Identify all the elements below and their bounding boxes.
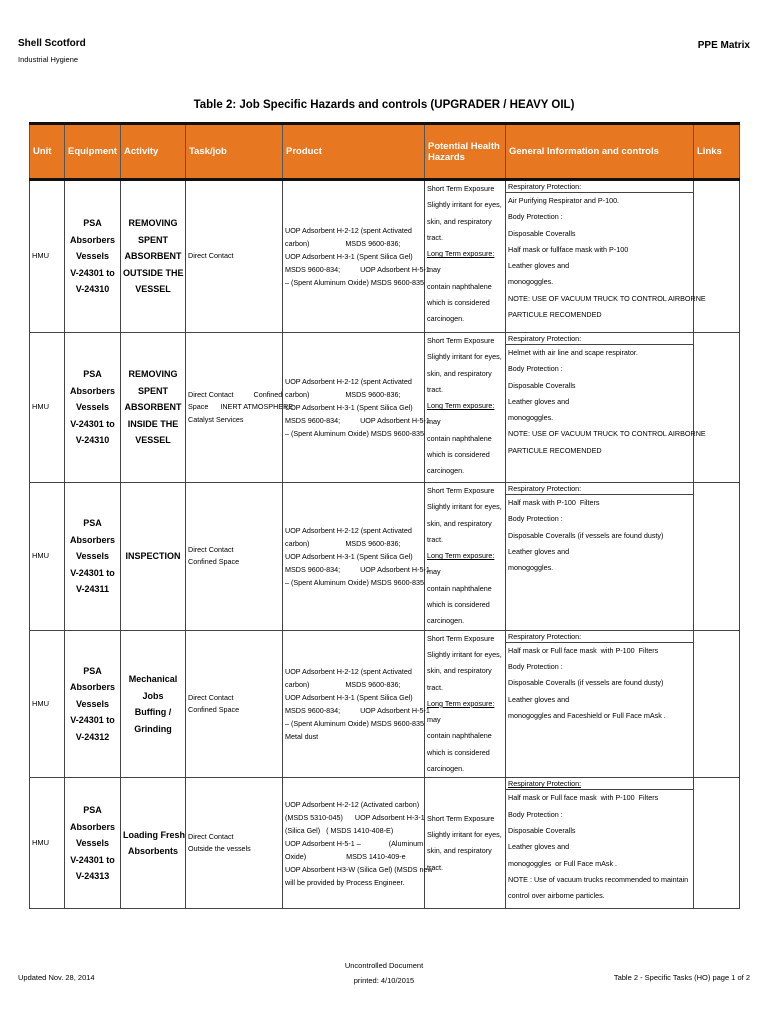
document-type: PPE Matrix [697,40,750,51]
product-line: Metal dust [285,732,319,741]
equipment-line: Absorbers [69,682,115,693]
hazard-line: contain naphthalene [427,433,492,443]
cell-hazards [425,180,506,333]
hazard-line: skin, and respiratory [427,666,492,676]
hazard-line: which is considered [427,600,490,610]
cell-general [506,483,694,631]
cell-hazards [425,333,506,483]
product-line: (MSDS 5310-045) UOP Adsorbent H-3-1 [285,812,425,822]
task-line: Space INERT ATMOSPHERE [188,402,294,412]
equipment-line: Vessels [75,838,110,849]
hazard-line: skin, and respiratory [427,518,492,528]
respiratory-heading: Respiratory Protection: [506,778,693,790]
cell-activity [121,778,186,909]
hazard-line: Slightly irritant for eyes, [427,649,502,659]
equipment-line: Absorbers [69,234,115,245]
activity-line: REMOVING [128,369,178,380]
controls-body [506,790,693,904]
activity-line: ABSORBENT [124,251,182,262]
cell-task [186,180,283,333]
col-links: Links [694,124,740,180]
cell-general [506,180,706,333]
activity-line: INSPECTION [125,551,181,562]
equipment-line: PSA [83,805,102,816]
equipment-line: V-24301 to [70,418,115,429]
product-line: UOP Adsorbent H-3-1 (Spent Silica Gel) [285,693,413,702]
cell-links [694,630,740,778]
activity-line: REMOVING [128,218,178,229]
col-product: Product [283,124,425,180]
controls-line: Leather gloves and [508,842,570,852]
company-name: Shell Scotford [18,38,86,49]
cell-equipment [65,630,121,778]
hazard-line: carcinogen. [427,616,465,626]
respiratory-heading: Respiratory Protection: [506,483,693,495]
product-line: – (Spent Aluminum Oxide) MSDS 9600-835 [285,577,425,587]
product-line: MSDS 9600-834; UOP Adsorbent H-5-1 [285,564,430,574]
product-line: MSDS 9600-834; UOP Adsorbent H-5-1 [285,706,430,715]
cell-unit: HMU [30,333,65,483]
controls-line: Disposable Coveralls (if vessels are found dusty) [508,678,664,688]
controls-line: NOTE : Use of vacuum trucks recommended to maintain [508,874,689,884]
controls-line: PARTICULE RECOMENDED [508,445,602,455]
hazard-line: tract. [427,232,443,242]
cell-product [283,333,430,483]
controls-line: NOTE: USE OF VACUUM TRUCK TO CONTROL AIRBORNE [508,429,706,439]
cell-links [694,333,740,483]
product-line: UOP Adsorbent H-3-1 (Spent Silica Gel) [285,252,413,261]
cell-unit: HMU [30,630,65,778]
task-line: Direct Contact [188,692,234,702]
hazard-line: skin, and respiratory [427,368,492,378]
col-task: Task/job [186,124,283,180]
product-line: – (Spent Aluminum Oxide) MSDS 9600-835 [285,278,425,287]
task-line: Confined Space [188,705,240,714]
task-line: Direct Contact [188,251,234,261]
product-line: UOP Adsorbent H-3-1 (Spent Silica Gel) [285,551,413,561]
product-line: UOP Adsorbent H-3-1 (Spent Silica Gel) [285,403,413,412]
hazard-line: may [427,265,441,275]
activity-line: Grinding [134,723,172,734]
controls-line: Leather gloves and [508,396,570,406]
controls-line: Disposable Coveralls [508,228,576,238]
long-term-label: Long Term exposure: [427,249,495,259]
activity-line: VESSEL [135,284,171,295]
printed-date: printed: 4/10/2015 [353,976,415,985]
controls-line: Body Protection : [508,514,563,524]
equipment-line: PSA [83,665,102,676]
hazard-heading: Short Term Exposure [427,336,495,345]
controls-line: monogoggles. [508,563,554,573]
controls-line: Disposable Coveralls (if vessels are found dusty) [508,530,664,540]
long-term-label: Long Term exposure: [427,401,495,411]
controls-line: monogoggles and Faceshield or Full Face mAsk . [508,710,666,720]
cell-general [506,630,694,778]
uncontrolled-note: Uncontrolled Document [344,961,424,970]
cell-hazards [425,630,506,778]
col-hazards: Potential Health Hazards [425,124,506,180]
product-line: UOP Adsorbent H-2-12 (spent Activated [285,226,412,235]
activity-line: INSIDE THE [127,418,179,429]
cell-hazards [425,778,506,909]
hazard-heading: Short Term Exposure [427,633,495,643]
table-row [30,333,740,483]
hazard-line: carcinogen. [427,466,465,476]
cell-equipment [65,778,121,909]
cell-product [283,630,430,778]
hazards-table [29,122,740,909]
controls-line: Half mask with P-100 Filters [508,498,600,507]
cell-general [506,333,706,483]
equipment-line: Vessels [75,402,110,413]
product-line: Oxide) MSDS 1410-409-e [285,851,406,861]
controls-line: Body Protection : [508,809,563,819]
equipment-line: V-24310 [75,284,110,295]
equipment-line: V-24301 to [70,567,115,578]
col-general: General Information and controls [506,124,694,180]
product-line: UOP Adsorbent H-2-12 (spent Activated [285,667,412,676]
hazard-line: Slightly irritant for eyes, [427,830,502,840]
controls-line: Leather gloves and [508,694,570,704]
product-line: – (Spent Aluminum Oxide) MSDS 9600-835 [285,719,425,728]
controls-body [506,495,693,576]
product-line: – (Spent Aluminum Oxide) MSDS 9600-835 [285,429,425,438]
cell-product [283,180,430,333]
controls-body [506,643,693,724]
controls-line: Body Protection : [508,212,563,222]
hazard-line: contain naphthalene [427,583,492,593]
equipment-line: Vessels [75,251,110,262]
controls-line: Disposable Coveralls [508,825,576,835]
table-row [30,630,740,778]
long-term-label: Long Term exposure: [427,698,495,708]
cell-unit: HMU [30,483,65,631]
equipment-line: PSA [83,518,102,529]
controls-line: Air Purifying Respirator and P-100. [508,196,620,205]
hazard-line: carcinogen. [427,764,465,774]
cell-task [186,333,294,483]
controls-line: Body Protection : [508,661,563,671]
hazard-line: which is considered [427,298,490,308]
cell-task [186,630,283,778]
product-line: carbon) MSDS 9600-836; [285,680,401,689]
cell-general [506,778,694,909]
equipment-line: Vessels [75,551,110,562]
task-line: Outside the vessels [188,844,251,854]
hazard-line: skin, and respiratory [427,216,492,226]
activity-line: Absorbents [127,846,178,857]
task-line: Confined Space [188,557,240,567]
hazard-line: contain naphthalene [427,281,492,291]
controls-body [506,345,706,459]
controls-line: monogoggles. [508,277,554,287]
task-line: Catalyst Services [188,414,244,424]
cell-links [694,778,740,909]
activity-line: SPENT [137,234,168,245]
respiratory-heading: Respiratory Protection: [506,333,693,345]
long-term-label: Long Term exposure: [427,551,495,561]
table-row [30,483,740,631]
equipment-line: PSA [83,369,102,380]
col-unit: Unit [30,124,65,180]
controls-body [506,193,706,323]
activity-line: ABSORBENT [124,402,182,413]
hazard-line: contain naphthalene [427,731,492,741]
controls-line: monogoggles or Full Face mAsk . [508,858,618,868]
hazard-line: Slightly irritant for eyes, [427,502,502,512]
hazard-line: may [427,715,441,725]
activity-line: Loading Fresh [123,829,186,840]
controls-line: Body Protection : [508,364,563,374]
activity-line: SPENT [137,385,168,396]
activity-line: Jobs [142,690,164,701]
hazard-heading: Short Term Exposure [427,813,495,823]
equipment-line: V-24301 to [70,267,115,278]
cell-links [694,483,740,631]
product-line: carbon) MSDS 9600-836; [285,390,401,399]
hazard-line: may [427,417,441,427]
hazard-line: tract. [427,862,443,872]
department-name: Industrial Hygiene [18,55,79,64]
product-line: (Silica Gel) ( MSDS 1410-408-E) [285,825,394,835]
respiratory-heading: Respiratory Protection: [506,181,693,193]
cell-product [283,778,433,909]
hazard-line: tract. [427,384,443,394]
equipment-line: V-24312 [75,731,110,742]
controls-line: Half mask or Full face mask with P-100 Filters [508,645,659,655]
task-line: Direct Contact [188,545,234,555]
hazard-line: Slightly irritant for eyes, [427,352,502,362]
hazard-line: may [427,567,441,577]
hazard-heading: Short Term Exposure [427,486,495,495]
cell-product [283,483,430,631]
col-equipment: Equipment [65,124,121,180]
updated-date: Updated Nov. 28, 2014 [18,973,95,982]
hazard-line: which is considered [427,747,490,757]
equipment-line: V-24301 to [70,854,115,865]
product-line: UOP Adsorbent H-2-12 (Activated carbon) [285,799,420,809]
cell-activity [121,333,186,483]
controls-line: Half mask or fullface mask with P-100 [508,244,629,254]
cell-equipment [65,333,121,483]
table-title: Table 2: Job Specific Hazards and controls (UPGRADER / HEAVY OIL) [193,99,575,111]
controls-line: Disposable Coveralls [508,380,576,390]
controls-line: Half mask or Full face mask with P-100 Filters [508,793,659,803]
task-line: Direct Contact Confined [188,390,283,400]
equipment-line: Vessels [75,698,110,709]
task-line: Direct Contact [188,832,234,842]
product-line: MSDS 9600-834; UOP Adsorbent H-5-1 [285,416,430,425]
equipment-line: Absorbers [69,385,115,396]
cell-activity [121,180,186,333]
controls-line: PARTICULE RECOMENDED [508,310,602,320]
equipment-line: V-24301 to [70,715,115,726]
controls-line: Helmet with air line and scape respirator. [508,348,638,357]
cell-equipment [65,180,121,333]
cell-hazards [425,483,506,631]
controls-line: Leather gloves and [508,546,570,556]
hazard-heading: Short Term Exposure [427,184,495,193]
cell-activity [121,483,186,631]
product-line: carbon) MSDS 9600-836; [285,239,401,248]
product-line: MSDS 9600-834; UOP Adsorbent H-5-1 [285,265,430,274]
hazard-line: carcinogen. [427,314,465,324]
cell-equipment [65,483,121,631]
document-header [18,38,86,64]
respiratory-heading: Respiratory Protection: [506,631,693,643]
equipment-line: PSA [83,218,102,229]
equipment-line: Absorbers [69,821,115,832]
cell-task [186,483,283,631]
cell-unit: HMU [30,180,65,333]
cell-task [186,778,283,909]
product-line: UOP Adsorbent H-2-12 (spent Activated [285,377,412,386]
cell-activity [121,630,186,778]
hazard-line: tract. [427,682,443,692]
product-line: will be provided by Process Engineer. [285,877,405,887]
activity-line: VESSEL [135,435,171,446]
activity-line: OUTSIDE THE [123,267,184,278]
hazard-line: Slightly irritant for eyes, [427,200,502,210]
controls-line: Leather gloves and [508,261,570,271]
controls-line: monogoggles. [508,413,554,423]
product-line: carbon) MSDS 9600-836; [285,538,401,548]
table-row [30,778,740,909]
equipment-line: V-24311 [75,584,110,595]
table-row [30,180,740,333]
cell-unit: HMU [30,778,65,909]
equipment-line: Absorbers [69,534,115,545]
activity-line: Buffing / [134,707,172,717]
activity-line: Mechanical [128,674,178,684]
product-line: UOP Adsorbent H-5-1 – (Aluminum [285,838,424,848]
hazard-line: tract. [427,534,443,544]
controls-line: NOTE: USE OF VACUUM TRUCK TO CONTROL AIRBORNE [508,293,706,303]
col-activity: Activity [121,124,186,180]
hazard-line: which is considered [427,450,490,460]
cell-links [694,180,740,333]
product-line: UOP Adsorbent H-2-12 (spent Activated [285,525,412,535]
table-header-row [30,124,740,180]
page-number: Table 2 - Specific Tasks (HO) page 1 of 2 [613,973,750,982]
hazard-line: skin, and respiratory [427,846,492,856]
product-line: UOP Absorbent H3-W (Silica Gel) (MSDS new [285,864,433,874]
controls-line: control over airborne particles. [508,891,605,901]
equipment-line: V-24313 [75,871,110,882]
equipment-line: V-24310 [75,435,110,446]
